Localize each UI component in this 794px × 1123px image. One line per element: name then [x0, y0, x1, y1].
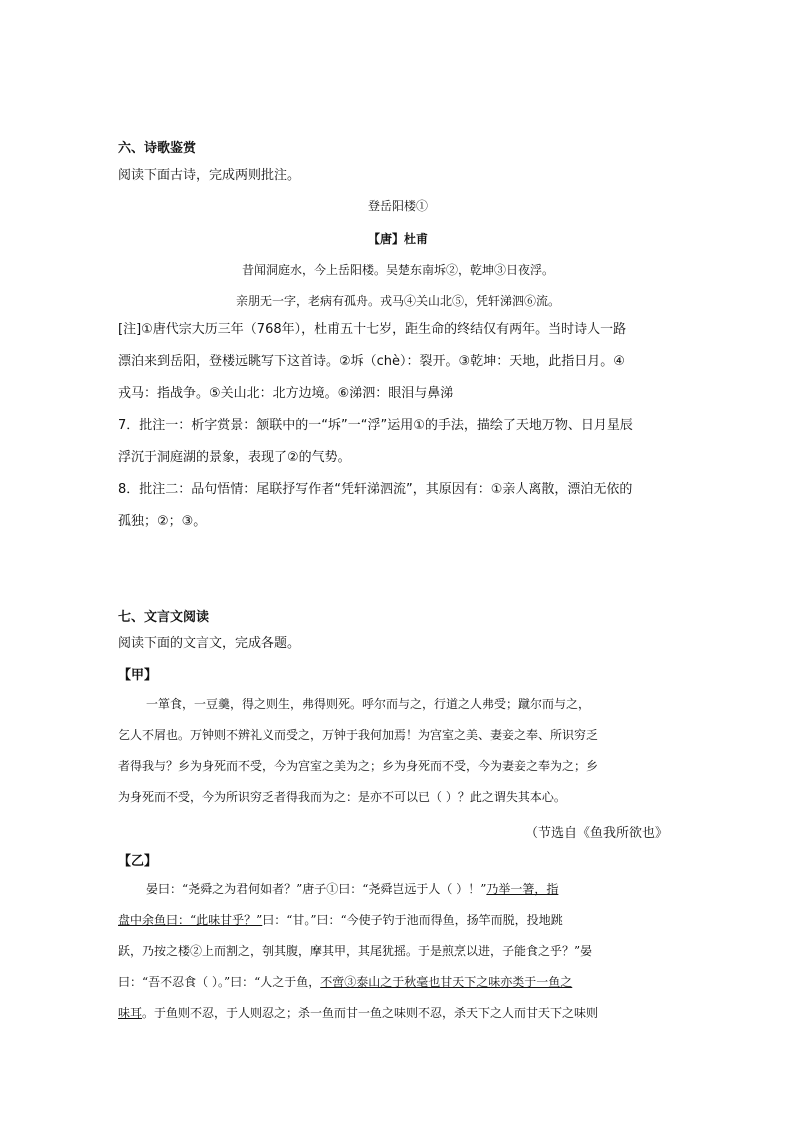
yi-underlined-text: 不啻③泰山之于秋毫也甘天下之味亦类于一鱼之 [320, 975, 573, 989]
jia-line: 乞人不屑也。万钟则不辨礼义而受之，万钟于我何加焉！为宫室之美、妻妾之奉、所识穷乏 [118, 728, 599, 742]
yi-label: 【乙】 [118, 854, 158, 869]
yi-line [118, 998, 678, 1029]
yi-text: 晏曰：“尧舜之为君何如者？”唐子①曰：“尧舜岂远于人（ ）！” [146, 882, 487, 896]
yi-underlined-text: 味耳 [118, 1006, 143, 1020]
jia-line: 为身死而不受，今为所识穷乏者得我而为之：是亦不可以已（ ）？此之谓失其本心。 [118, 790, 566, 804]
poem-line-2: 亲朋无一字，老病有孤舟。戎马④关山北⑤，凭轩涕泗⑥流。 [235, 294, 560, 308]
section7-instruction: 阅读下面的文言文，完成各题。 [118, 636, 301, 651]
jia-line: 者得我与？乡为身死而不受，今为宫室之美为之；乡为身死而不受，今为妻妾之奉为之；乡 [118, 759, 599, 773]
poem-line-1: 昔闻洞庭水，今上岳阳楼。吴楚东南坼②，乾坤③日夜浮。 [241, 263, 554, 277]
yi-line [118, 874, 678, 905]
question-8-line: 孤独；②；③。 [118, 514, 207, 529]
section7-heading: 七、文言文阅读 [118, 610, 210, 625]
jia-passage [118, 689, 678, 813]
jia-label: 【甲】 [118, 668, 158, 683]
notes-line: [注]①唐代宗大历三年（768年），杜甫五十七岁，距生命的终结仅有两年。当时诗人一路 [118, 322, 627, 337]
yi-text: 曰：“吾不忍食（ ）。”曰：“人之于鱼， [118, 975, 321, 989]
yi-passage [118, 874, 678, 1029]
poem-notes-and-questions [118, 314, 684, 538]
section6-instruction: 阅读下面古诗，完成两则批注。 [118, 168, 301, 183]
yi-line [118, 967, 678, 998]
jia-line: 一箪食，一豆羹，得之则生，弗得则死。呼尔而与之，行道之人弗受；蹴尔而与之， [146, 697, 591, 711]
question-8-line: 8．批注二：品句悟情：尾联抒写作者“凭轩涕泗流”，其原因有：①亲人离散，漂泊无依的 [118, 482, 633, 497]
question-7-line: 浮沉于洞庭湖的景象，表现了②的气势。 [118, 450, 351, 465]
yi-underlined-text: 盘中余鱼曰：“此味甘乎？” [118, 913, 263, 927]
notes-line: 漂泊来到岳阳，登楼远眺写下这首诗。②坼（chè）：裂开。③乾坤：天地，此指日月。④ [118, 354, 625, 369]
poem-author: 【唐】杜甫 [367, 232, 428, 246]
section6-heading: 六、诗歌鉴赏 [118, 141, 197, 156]
notes-line: 戎马：指战争。⑤关山北：北方边境。⑥涕泗：眼泪与鼻涕 [118, 386, 454, 401]
yi-text: 曰：“甘。”曰：“今使子钓于池而得鱼，扬竿而脱，投地跳 [262, 913, 563, 927]
question-7-line: 7．批注一：析字赏景：颔联中的一“坼”一“浮”运用①的手法，描绘了天地万物、日月星辰 [118, 418, 633, 433]
yi-line [118, 905, 678, 936]
yi-text: 。于鱼则不忍，于人则忍之；杀一鱼而甘一鱼之味则不忍，杀天下之人而甘天下之味则 [142, 1006, 599, 1020]
yi-underlined-text: 乃举一箸，指 [486, 882, 559, 896]
poem-title: 登岳阳楼① [367, 199, 428, 213]
yi-line: 跃，乃按之楼②上而割之，刳其腹，摩其甲，其尾犹摇。于是煎烹以进，子能食之乎？”晏 [118, 944, 593, 958]
jia-source: （节选自《鱼我所欲也》 [524, 826, 668, 841]
